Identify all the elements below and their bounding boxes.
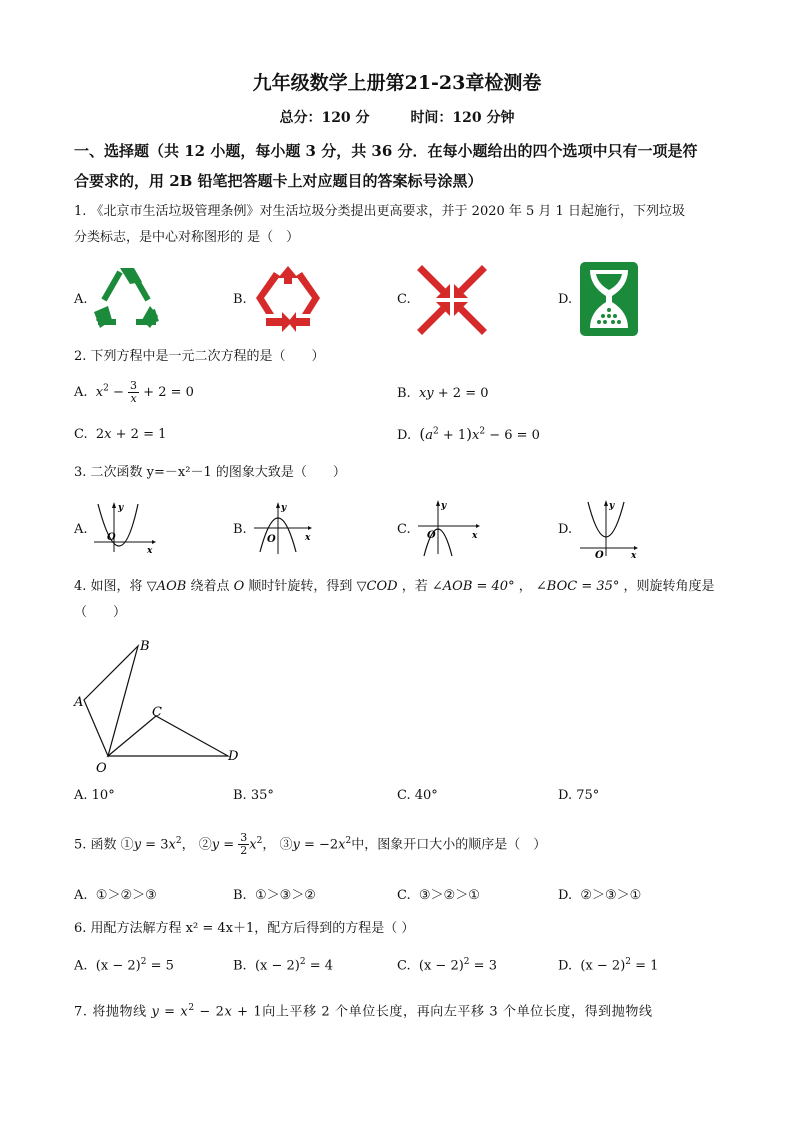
point-a: A [74,695,84,710]
q4-option-d: D. 75° [558,788,600,803]
point-o: O [96,761,107,776]
question-3: 3. 二次函数 y=－x²－1 的图象大致是（ ） [74,465,346,480]
svg-text:x: x [305,533,311,543]
question-5: 5. 函数 ①y = $3x^2$， ②y = $\frac{3}{2}$ $x^2$， ③y = $-2x^2$中，图象开口大小的顺序是（ ） [74,831,547,858]
svg-text:y: y [609,501,615,511]
q3-label-b: B. [233,522,247,537]
question-6: 6. 用配方法解方程 x² = 4x＋1，配方后得到的方程是（ ） [74,921,415,936]
rotation-figure [70,634,250,776]
page-title: 九年级数学上册第21-23章检测卷 [252,72,542,94]
svg-text:O: O [427,530,436,541]
exam-info [0,107,794,127]
q3-label-a: A. [74,522,88,537]
q3-label-c: C. [397,522,411,537]
q1-label-d: D. [558,292,573,307]
q4-option-c: C. 40° [397,788,438,803]
graph-a [90,500,160,556]
q5-option-c: C. ③＞②＞① [397,888,480,903]
point-c: C [152,705,162,720]
q6-option-d: D. $(x - 2)^2 = 1$ [558,957,659,974]
question-2: 2. 下列方程中是一元二次方程的是（ ） [74,349,325,364]
origin-label: O [107,532,116,543]
hourglass-icon [578,260,640,338]
q1-label-a: A. [74,292,88,307]
svg-text:O: O [595,550,604,560]
q1-label-c: C. [397,292,411,307]
question-7: 7. 将抛物线 $y = x^2 - 2x + 1$向上平移 2 个单位长度，再向左平移 3 个单位长度，得到抛物线 [74,1003,653,1020]
q2-option-a: A. $x^2$ − $\frac{3}{x}$ + 2 = 0 [74,379,194,405]
four-arrows-inward-icon [416,264,488,336]
q6-option-c: C. $(x - 2)^2 = 3$ [397,957,497,974]
red-recycle-arrows-icon [252,264,324,334]
svg-text:x: x [472,531,478,541]
svg-text:x: x [631,551,637,560]
svg-text:y: y [441,501,447,511]
q5-option-a: A. ①＞②＞③ [74,888,157,903]
x-axis-label: x [147,546,153,556]
q4-option-a: A. 10° [74,788,115,803]
question-4: 4. 如图，将 ▽AOB 绕着点 O 顺时针旋转，得到 ▽COD ，若 ∠AOB = 40° ， ∠BOC = 35° ，则旋转角度是 （ ） [74,579,715,620]
graph-c [414,498,484,558]
q5-option-d: D. ②＞③＞① [558,888,642,903]
q3-label-d: D. [558,522,573,537]
q6-option-b: B. $(x - 2)^2 = 4$ [233,957,334,974]
graph-d [576,498,646,560]
q2-option-c: C. 2x + 2 = 1 [74,427,167,442]
y-axis-label: y [118,503,124,513]
total-score: 总分：120 分 [279,110,370,126]
q5-option-b: B. ①＞③＞② [233,888,316,903]
svg-text:y: y [281,503,287,513]
q2-option-b: B. xy + 2 = 0 [397,386,489,401]
q1-label-b: B. [233,292,247,307]
exam-time: 时间：120 分钟 [410,110,515,126]
q2-option-d: D. $(a^2 + 1)x^2 - 6 = 0$ [397,425,540,443]
svg-text:O: O [267,534,276,545]
recycle-icon [90,264,162,332]
section-heading: 一、选择题（共 12 小题，每小题 3 分，共 36 分．在每小题给出的四个选项中只有一项是符 合要求的，用 2B 铅笔把答题卡上对应题目的答案标号涂黑） [74,142,698,190]
q6-option-a: A. $(x - 2)^2 = 5$ [74,957,174,974]
question-1: 1. 《北京市生活垃圾管理条例》对生活垃圾分类提出更高要求，并于 2020 年 5 月 1 日起施行，下列垃圾 分类标志，是中心对称图形的 是（ ） [74,204,685,245]
point-d: D [228,749,239,764]
q4-option-b: B. 35° [233,788,274,803]
point-b: B [140,639,150,654]
graph-b [250,500,320,556]
